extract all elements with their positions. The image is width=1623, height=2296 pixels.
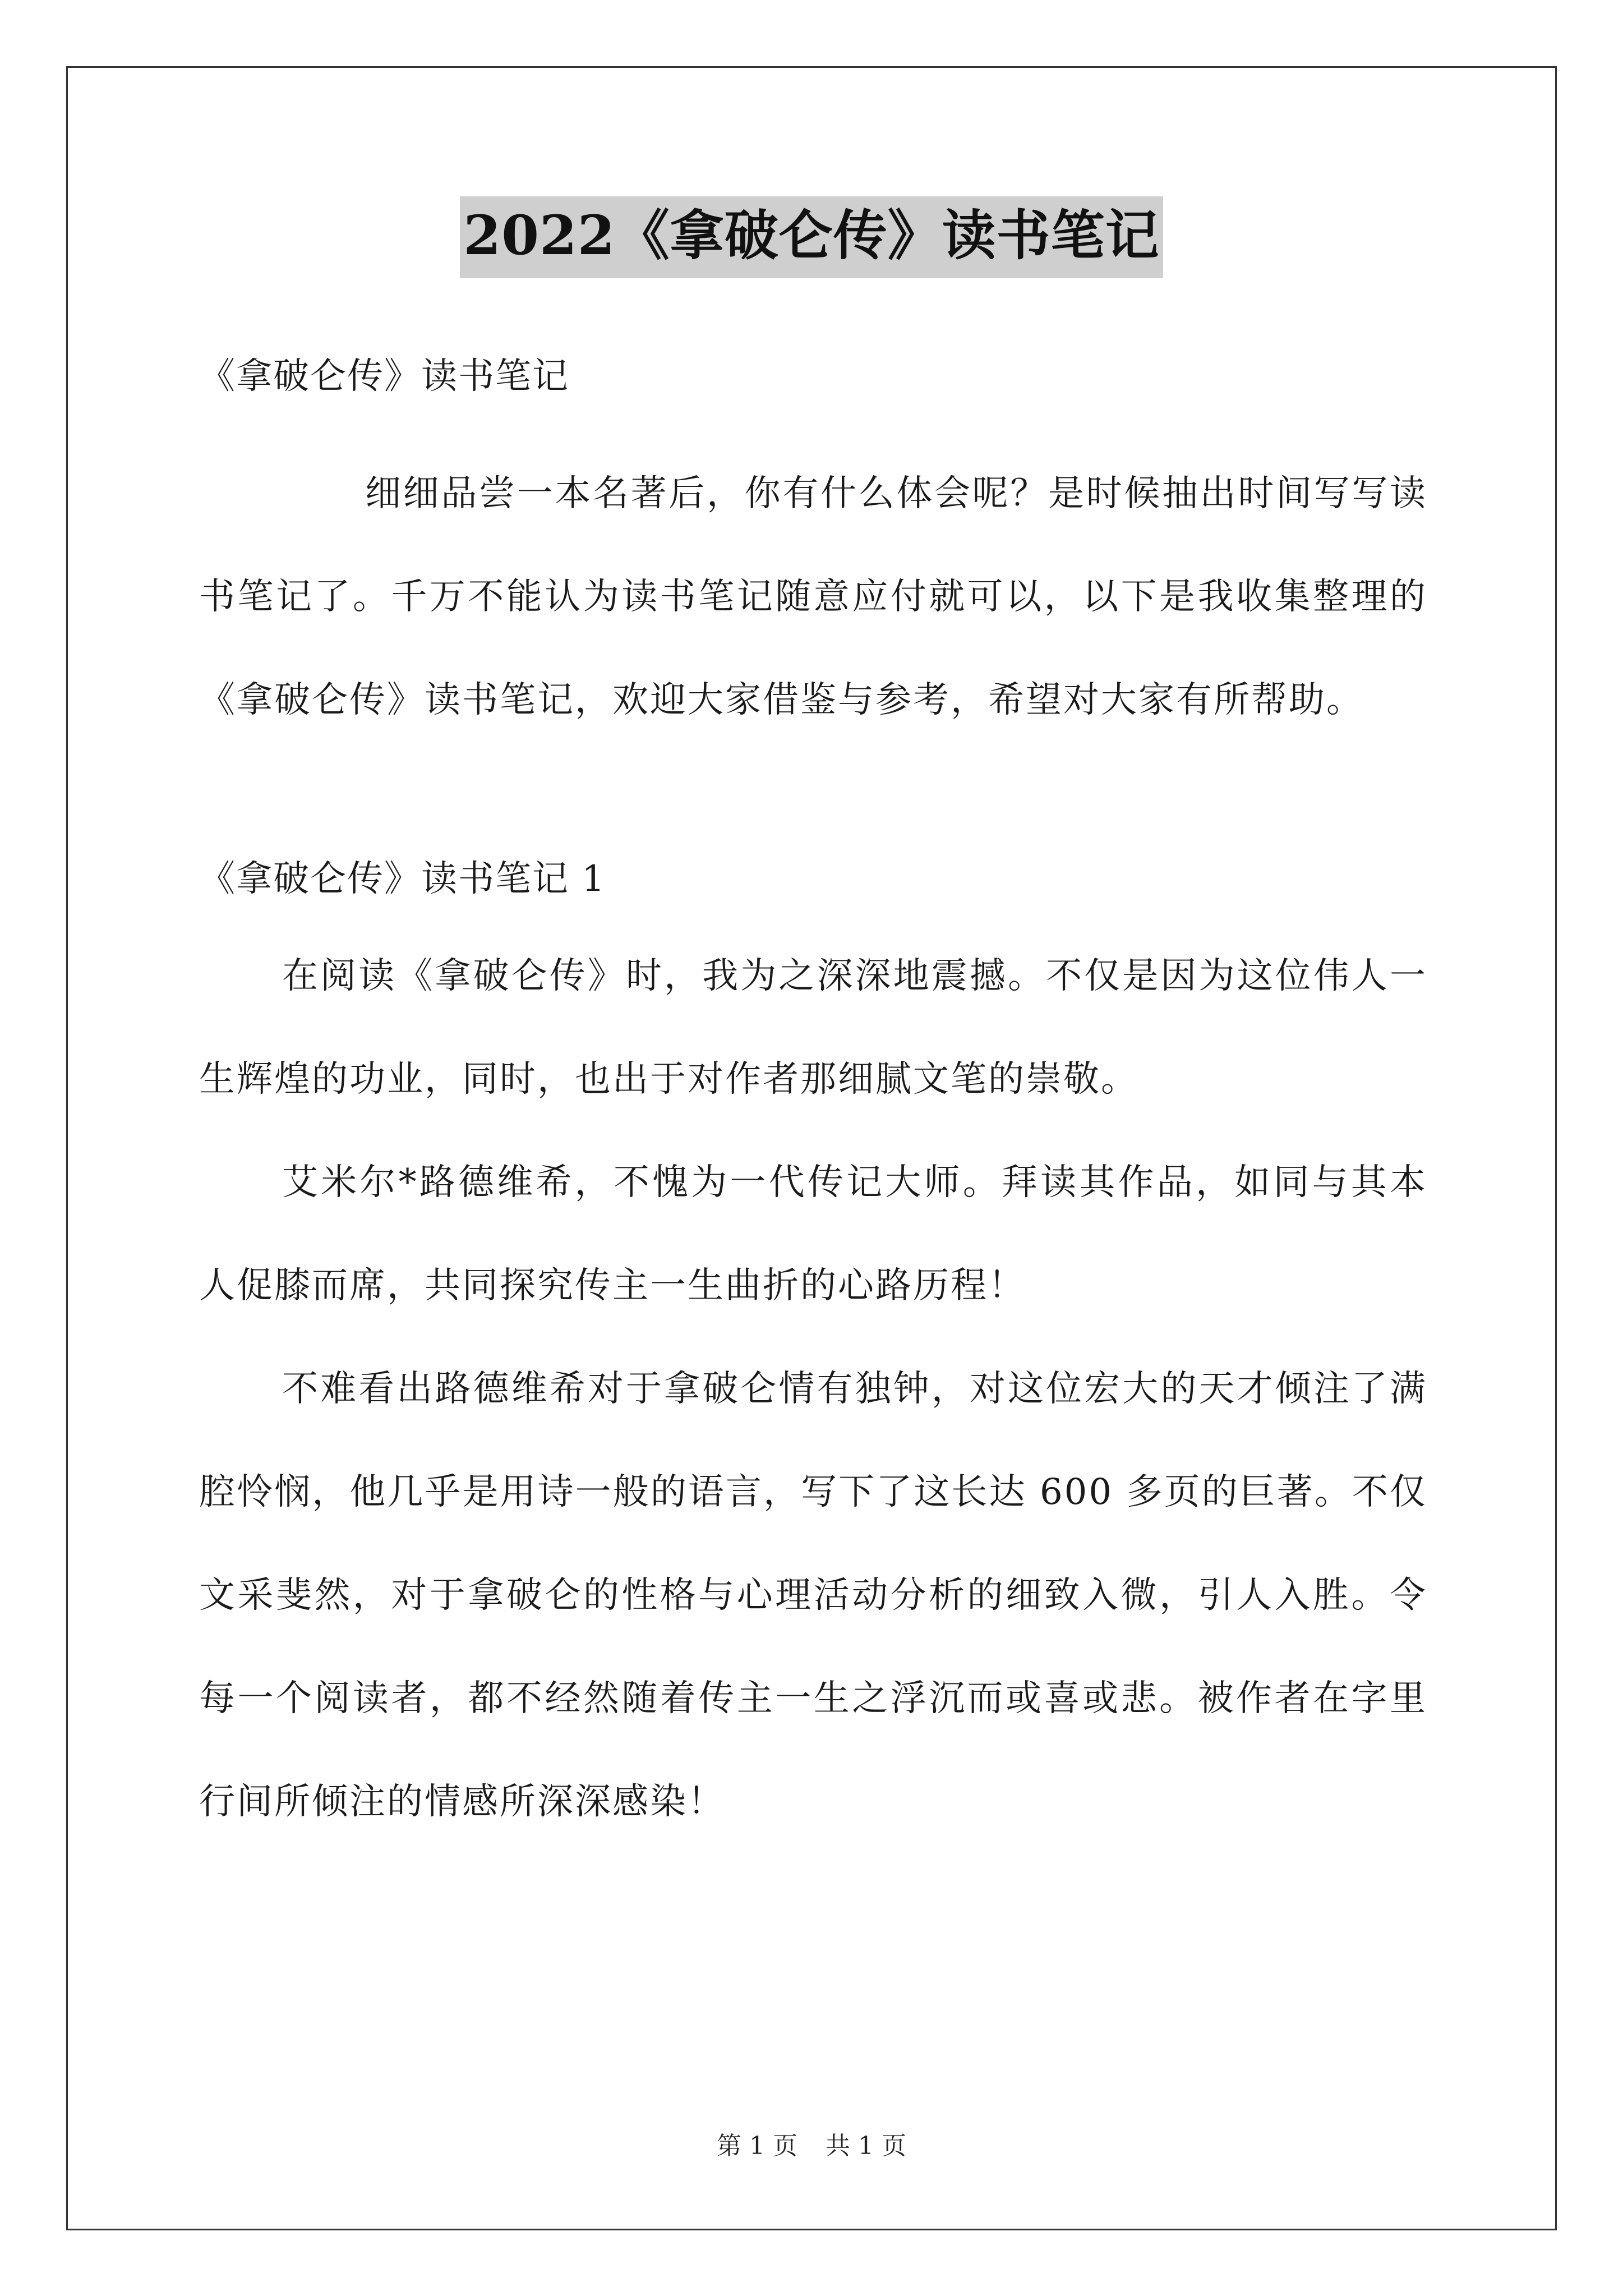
- section-heading: 《拿破仑传》读书笔记 1: [199, 858, 606, 900]
- document-title: 2022《拿破仑传》读书笔记: [460, 196, 1163, 278]
- title-container: [0, 196, 1623, 278]
- page-footer: [0, 2131, 1623, 2162]
- document-body: [199, 337, 1427, 1853]
- body-paragraph: 艾米尔*路德维希，不愧为一代传记大师。拜读其作品，如同与其本人促膝而席，共同探究传主一生曲折的心路历程！: [199, 1162, 1427, 1306]
- page-total: 共 1 页: [826, 2132, 906, 2160]
- section-gap: [199, 752, 1427, 854]
- page-number: 第 1 页: [717, 2132, 797, 2160]
- intro-paragraph: 细细品尝一本名著后，你有什么体会呢？是时候抽出时间写写读书笔记了。千万不能认为读书笔记随意应付就可以，以下是我收集整理的《拿破仑传》读书笔记，欢迎大家借鉴与参考，希望对大家有所帮助。: [199, 473, 1427, 721]
- body-paragraph: 在阅读《拿破仑传》时，我为之深深地震撼。不仅是因为这位伟人一生辉煌的功业，同时，也出于对作者那细腻文笔的崇敬。: [199, 955, 1427, 1100]
- body-paragraph: 不难看出路德维希对于拿破仑情有独钟，对这位宏大的天才倾注了满腔怜悯，他几乎是用诗一般的语言，写下了这长达 600 多页的巨著。不仅文采斐然，对于拿破仑的性格与心理活动分析的细致入微，引人入胜。令每一个阅读者，都不经然随着传主一生之浮沉而或喜或悲。被作者在字里行间所倾注的情感所深深感染！: [199, 1368, 1427, 1823]
- document-subtitle: 《拿破仑传》读书笔记: [199, 356, 569, 397]
